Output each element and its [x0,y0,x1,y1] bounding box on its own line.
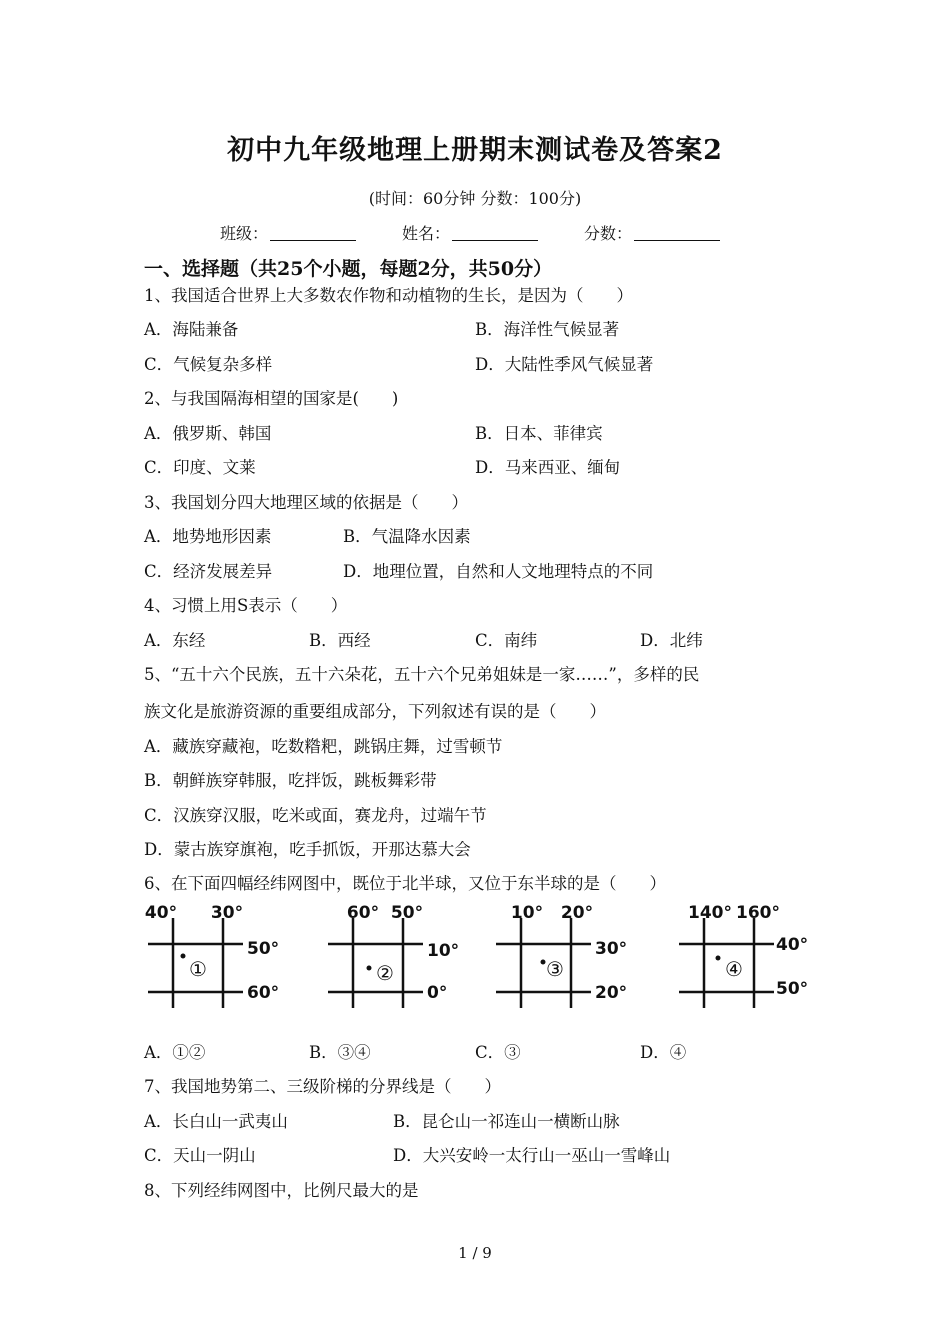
longitude-label: 10° [510,903,544,923]
q7-option-a: A．长白山一武夷山 [144,1112,288,1131]
q4-option-b: B．西经 [309,631,371,650]
class-blank[interactable] [270,224,356,241]
q4-option-d: D．北纬 [640,631,703,650]
latitude-label: 20° [595,983,628,1003]
score-field [584,221,720,244]
q5-option-d: D．蒙古族穿旗袍，吃手抓饭，开那达慕大会 [144,840,471,859]
q1-stem: 1、我国适合世界上大多数农作物和动植物的生长，是因为（ ） [144,286,633,305]
page-number: 1 / 9 [458,1244,492,1262]
q5-option-a: A．藏族穿藏袍，吃数糌粑，跳锅庄舞，过雪顿节 [144,737,503,756]
latitude-label: 40° [776,935,809,955]
q7-stem: 7、我国地势第二、三级阶梯的分界线是（ ） [144,1077,501,1096]
latitude-label: 50° [247,939,280,959]
class-label: 班级： [220,224,269,243]
q2-option-b: B．日本、菲律宾 [475,424,603,443]
score-label: 分数： [584,224,633,243]
latitude-label: 10° [427,941,460,961]
q1-option-c: C．气候复杂多样 [144,355,273,374]
q2-option-d: D．马来西亚、缅甸 [475,458,621,477]
location-dot [181,954,186,959]
longitude-label: 40° [144,903,178,923]
q6-option-c: C．③ [475,1043,521,1062]
q8-stem: 8、下列经纬网图中，比例尺最大的是 [144,1181,419,1200]
location-dot [716,956,721,961]
q3-option-c: C．经济发展差异 [144,562,273,581]
q2-option-a: A．俄罗斯、韩国 [144,424,272,443]
longitude-label: 140° [688,903,732,923]
q7-option-c: C．天山一阴山 [144,1146,256,1165]
grid-diagram-4 [674,898,814,1008]
q7-option-b: B．昆仑山一祁连山一横断山脉 [393,1112,620,1131]
page-title: 初中九年级地理上册期末测试卷及答案2 [227,135,723,166]
q5-option-b: B．朝鲜族穿韩服，吃拌饭，跳板舞彩带 [144,771,437,790]
latitude-label: 60° [247,983,280,1003]
latitude-label: 0° [427,983,448,1003]
diagram-marker: ① [189,957,207,981]
q7-option-d: D．大兴安岭一太行山一巫山一雪峰山 [393,1146,671,1165]
latitude-label: 30° [595,939,628,959]
q1-option-d: D．大陆性季风气候显著 [475,355,654,374]
section-heading: 一、选择题（共25个小题，每题2分，共50分） [144,258,553,280]
location-dot [367,966,372,971]
q4-option-a: A．东经 [144,631,206,650]
exam-time-score: (时间：60分钟 分数：100分) [368,189,582,208]
grid-diagram-3 [491,898,631,1008]
name-field [402,221,538,244]
longitude-label: 160° [736,903,780,923]
q3-stem: 3、我国划分四大地理区域的依据是（ ） [144,493,468,512]
q5-option-c: C．汉族穿汉服，吃米或面，赛龙舟，过端午节 [144,806,487,825]
grid-diagram-1 [143,898,283,1008]
q2-stem: 2、与我国隔海相望的国家是( ) [144,389,399,408]
longitude-label: 60° [346,903,380,923]
q6-option-a: A．①② [144,1043,206,1062]
diagram-marker: ④ [725,957,743,981]
q3-option-b: B．气温降水因素 [343,527,471,546]
q1-option-a: A．海陆兼备 [144,320,239,339]
diagram-marker: ② [376,961,394,985]
q2-option-c: C．印度、文莱 [144,458,256,477]
q4-stem: 4、习惯上用S表示（ ） [144,596,348,615]
name-blank[interactable] [452,224,538,241]
diagram-marker: ③ [546,957,564,981]
q3-option-d: D．地理位置，自然和人文地理特点的不同 [343,562,654,581]
q3-option-a: A．地势地形因素 [144,527,272,546]
q5-stem-line1: 5、“五十六个民族，五十六朵花，五十六个兄弟姐妹是一家……”，多样的民 [144,665,700,684]
location-dot [541,960,546,965]
q6-option-d: D．④ [640,1043,687,1062]
latitude-label: 50° [776,979,809,999]
grid-diagram-2 [323,898,463,1008]
q5-stem-line2: 族文化是旅游资源的重要组成部分，下列叙述有误的是（ ） [144,702,606,721]
longitude-label: 30° [210,903,244,923]
longitude-label: 50° [390,903,424,923]
name-label: 姓名： [402,224,451,243]
q6-stem: 6、在下面四幅经纬网图中，既位于北半球，又位于东半球的是（ ） [144,874,666,893]
q1-option-b: B．海洋性气候显著 [475,320,620,339]
class-field [220,221,356,244]
q4-option-c: C．南纬 [475,631,538,650]
longitude-label: 20° [560,903,594,923]
score-blank[interactable] [634,224,720,241]
q6-option-b: B．③④ [309,1043,371,1062]
